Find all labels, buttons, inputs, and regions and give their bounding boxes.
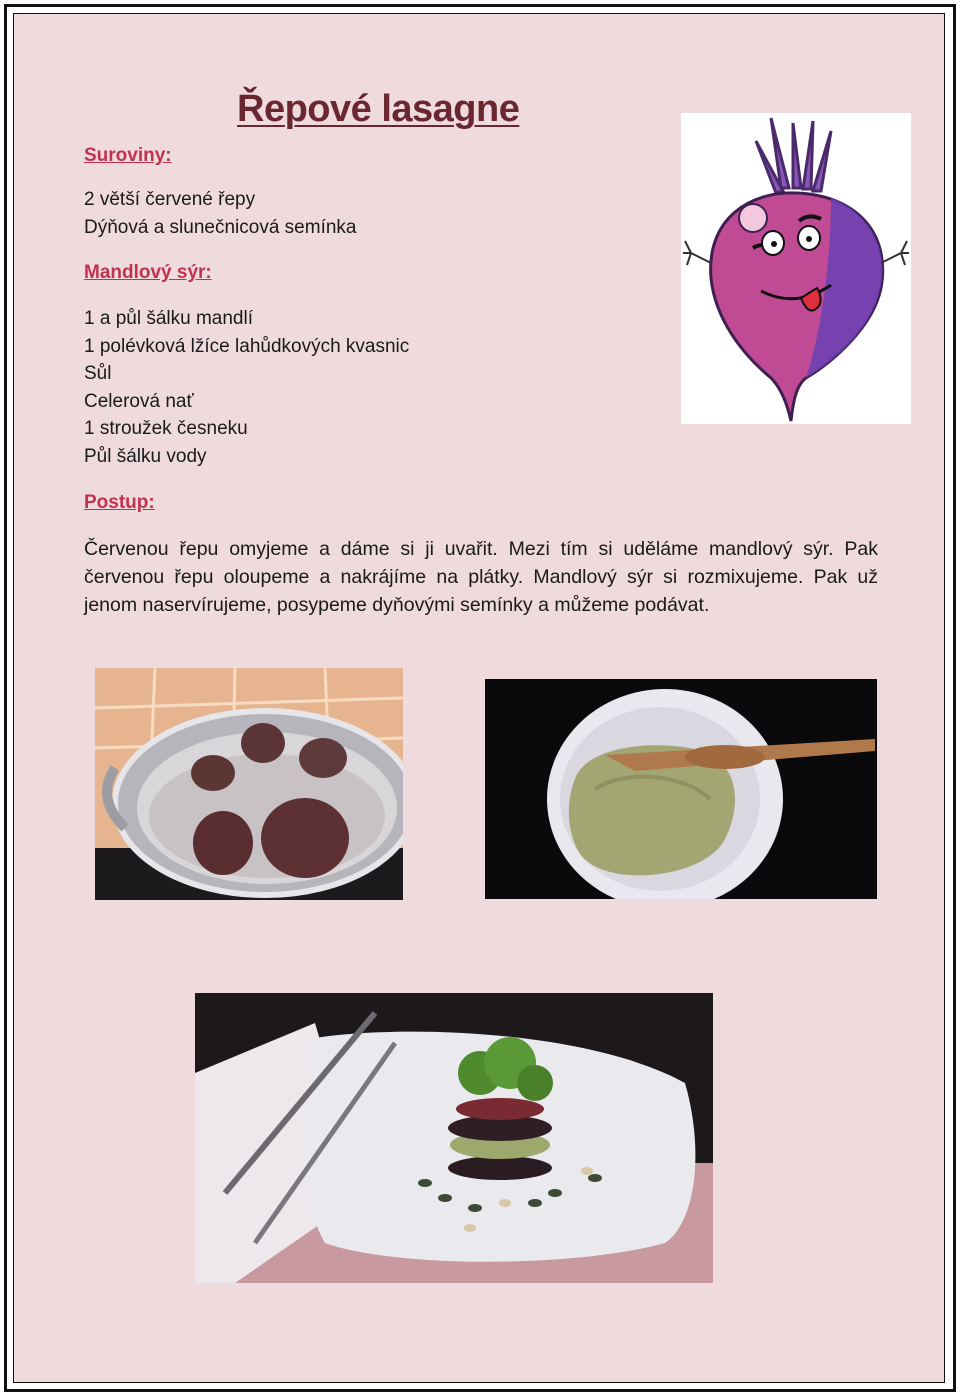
- list-item: 2 větší červené řepy: [84, 189, 256, 210]
- list-item: 1 a půl šálku mandlí: [84, 308, 253, 329]
- beet-cartoon-illustration: [681, 113, 911, 424]
- photo-beets-in-pot: [95, 668, 403, 900]
- cheese-ingredients-list: [84, 305, 409, 470]
- list-item: Sůl: [84, 363, 112, 384]
- list-item: Dýňová a slunečnicová semínka: [84, 216, 357, 238]
- list-item: Půl šálku vody: [84, 445, 207, 467]
- cheese-heading: Mandlový sýr:: [84, 262, 212, 283]
- photo-almond-cheese-bowl: [485, 679, 877, 899]
- method-paragraph: Červenou řepu omyjeme a dáme si ji uvařit. Mezi tím si uděláme mandlový sýr. Pak červenou řepu oloupeme a nakrájíme na plátky. Mandlový sýr si rozmixujeme. Pak už jenom naservírujeme, posypeme dyňovými semínky a můžeme podávat.: [84, 538, 878, 616]
- ingredients-heading: Suroviny:: [84, 145, 172, 166]
- photo-served-lasagne: [195, 993, 713, 1283]
- list-item: 1 polévková lžíce lahůdkových kvasnic: [84, 335, 410, 357]
- method-heading: Postup:: [84, 492, 155, 513]
- ingredients-list: [84, 186, 356, 241]
- page-title: Řepové lasagne: [237, 88, 520, 130]
- list-item: 1 stroužek česneku: [84, 418, 248, 439]
- list-item: Celerová nať: [84, 390, 194, 412]
